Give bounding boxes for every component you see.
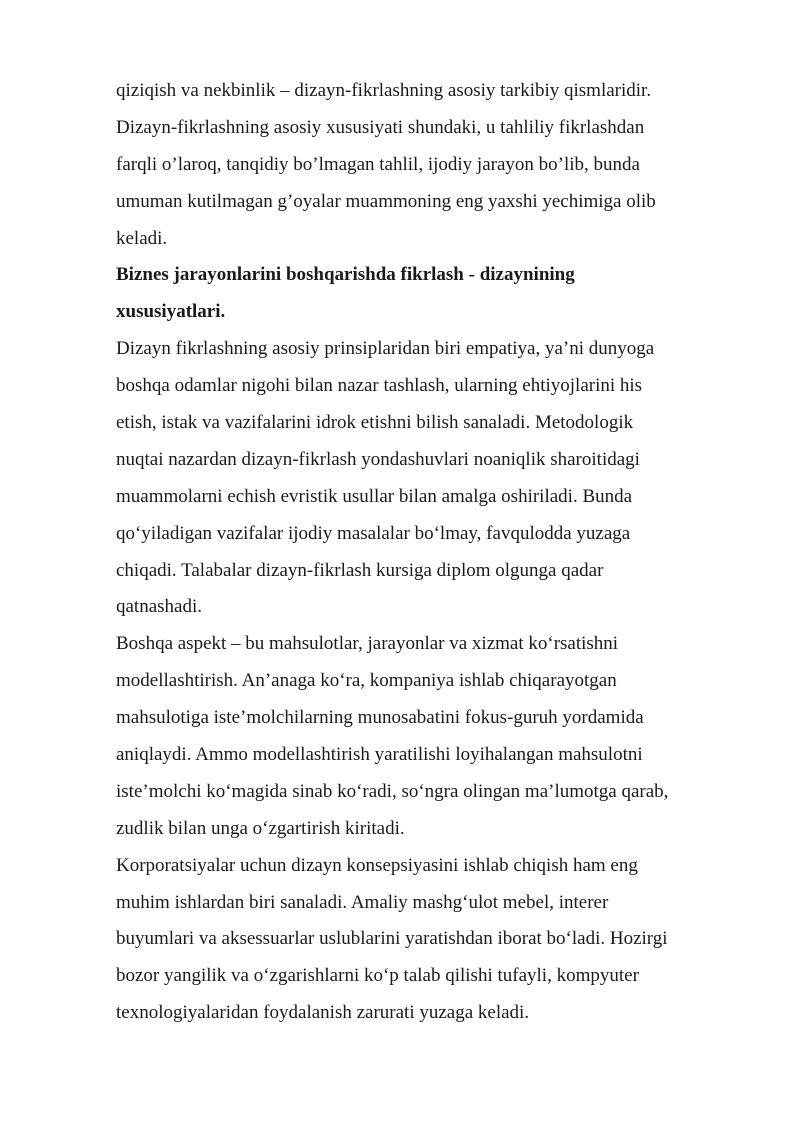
- text-line: etish, istak va vazifalarini idrok etishni bilish sanaladi. Metodologik: [116, 412, 634, 434]
- text-line: qoʻyiladigan vazifalar ijodiy masalalar boʻlmay, favqulodda yuzaga: [116, 522, 631, 544]
- heading-line: xususiyatlari.: [116, 301, 226, 323]
- text-line: keladi.: [116, 227, 168, 249]
- text-line: Korporatsiyalar uchun dizayn konsepsiyasini ishlab chiqish ham eng: [116, 854, 638, 876]
- text-line: Dizayn fikrlashning asosiy prinsiplaridan biri empatiya, ya’ni dunyoga: [116, 338, 655, 360]
- text-line: farqli o’laroq, tanqidiy bo’lmagan tahlil, ijodiy jarayon bo’lib, bunda: [116, 153, 640, 175]
- text-line: muhim ishlardan biri sanaladi. Amaliy mashgʻulot mebel, interer: [116, 891, 609, 913]
- text-line: modellashtirish. An’anaga koʻra, kompaniya ishlab chiqarayotgan: [116, 670, 617, 692]
- paragraph-empathy: [116, 331, 756, 626]
- text-line: zudlik bilan unga oʻzgartirish kiritadi.: [116, 817, 405, 839]
- text-line: buyumlari va aksessuarlar uslublarini yaratishdan iborat boʻladi. Hozirgi: [116, 928, 668, 950]
- text-line: boshqa odamlar nigohi bilan nazar tashlash, ularning ehtiyojlarini his: [116, 375, 643, 397]
- text-line: muammolarni echish evristik usullar bilan amalga oshiriladi. Bunda: [116, 485, 633, 507]
- heading-line: Biznes jarayonlarini boshqarishda fikrlash - dizaynining: [116, 264, 575, 286]
- text-line: bozor yangilik va oʻzgarishlarni koʻp talab qilishi tufayli, kompyuter: [116, 965, 639, 987]
- text-line: mahsulotiga iste’molchilarning munosabatini fokus-guruh yordamida: [116, 707, 644, 729]
- text-line: umuman kutilmagan g’oyalar muammoning eng yaxshi yechimiga olib: [116, 190, 656, 212]
- text-line: qiziqish va nekbinlik – dizayn-fikrlashning asosiy tarkibiy qismlaridir.: [116, 80, 652, 101]
- text-line: nuqtai nazardan dizayn-fikrlash yondashuvlari noaniqlik sharoitidagi: [116, 448, 640, 470]
- paragraph-intro-continued: [116, 73, 756, 257]
- document-page: [116, 73, 756, 1032]
- text-line: chiqadi. Talabalar dizayn-fikrlash kursiga diplom olgunga qadar: [116, 559, 604, 581]
- text-line: Dizayn-fikrlashning asosiy xususiyati shundaki, u tahliliy fikrlashdan: [116, 116, 645, 138]
- text-line: iste’molchi koʻmagida sinab koʻradi, soʻngra olingan ma’lumotga qarab,: [116, 780, 669, 802]
- text-line: aniqlaydi. Ammo modellashtirish yaratilishi loyihalangan mahsulotni: [116, 744, 643, 766]
- paragraph-corporations: [116, 848, 756, 1032]
- text-line: qatnashadi.: [116, 596, 203, 618]
- paragraph-modelling: [116, 626, 756, 847]
- section-heading: [116, 257, 756, 331]
- text-line: Boshqa aspekt – bu mahsulotlar, jarayonlar va xizmat koʻrsatishni: [116, 633, 619, 655]
- text-line: texnologiyalaridan foydalanish zarurati yuzaga keladi.: [116, 1002, 530, 1024]
